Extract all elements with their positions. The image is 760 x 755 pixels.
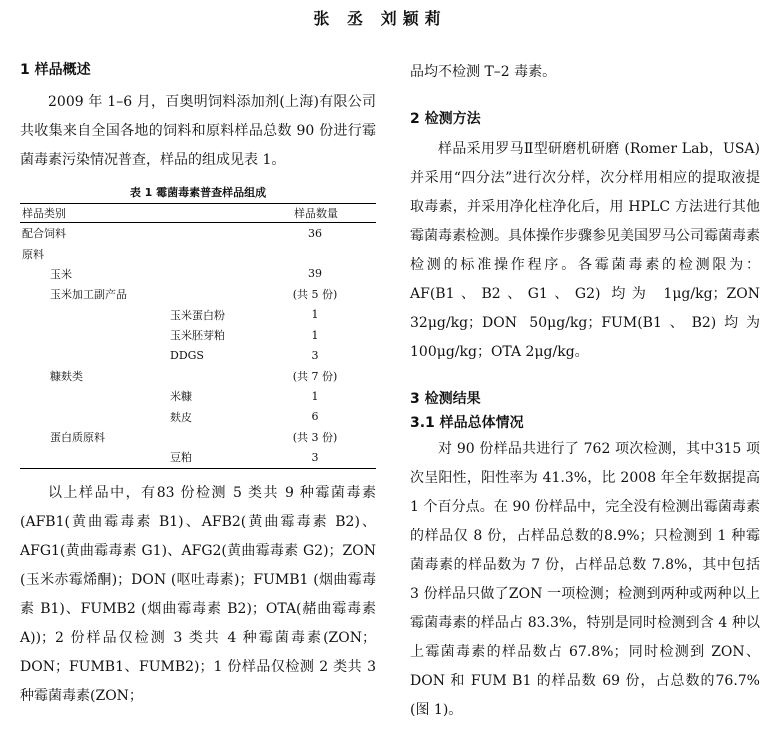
row-count: 36: [308, 226, 322, 240]
table-row: [20, 284, 376, 304]
row-name: 糠麸类: [50, 369, 83, 383]
row-count: 1: [311, 328, 319, 342]
row-name: 玉米胚芽粕: [170, 329, 225, 343]
section-2-heading: 2 检测方法: [410, 111, 481, 127]
table-row: [20, 305, 376, 325]
table-row: [20, 325, 376, 345]
continued-paragraph: 品均不检测 T–2 毒素。: [410, 64, 557, 80]
row-count: (共 7 份): [292, 369, 338, 383]
table-row: [20, 427, 376, 447]
table-row: [20, 407, 376, 427]
row-name: 原料: [22, 247, 44, 261]
row-name: 米糠: [170, 390, 192, 404]
section-1-heading: 1 样品概述: [20, 62, 91, 78]
column-header-category: 样品类别: [20, 204, 254, 223]
table-row: [20, 264, 376, 284]
row-name: 配合饲料: [22, 227, 66, 241]
table-header-row: [20, 204, 376, 223]
authors: 张 丞 刘颖莉: [313, 9, 447, 28]
section-1-paragraph: 2009 年 1–6 月，百奥明饲料添加剂(上海)有限公司共收集来自全国各地的饲料和原料样品总数 90 份进行霉菌毒素污染情况普查，样品的组成见表 1。: [20, 94, 376, 168]
sample-composition-table: [20, 203, 376, 469]
table-row: [20, 386, 376, 406]
row-name: 玉米: [50, 267, 72, 281]
table-row: [20, 223, 376, 244]
table-row: [20, 366, 376, 386]
row-count: 1: [311, 389, 319, 403]
after-table-paragraph: 以上样品中，有83 份检测 5 类共 9 种霉菌毒素(AFB1(黄曲霉毒素 B1)、AFB2(黄曲霉毒素 B2)、AFG1(黄曲霉毒素 G1)、AFG2(黄曲霉毒素 G2)；ZON (玉米赤霉烯酮)；DON (呕吐毒素)；FUMB1 (烟曲霉毒素 B1)、FUMB2 (烟曲霉毒素 B2)；OTA(赭曲霉毒素 A))；2 份样品仅检测 3 类共 4 种霉菌毒素(ZON；DON；FUMB1、FUMB2)；1 份样品仅检测 2 类共 3 种霉菌毒素(ZON；: [20, 484, 376, 704]
section-2-paragraph: 样品采用罗马Ⅱ型研磨机研磨 (Romer Lab，USA)并采用“四分法”进行次分样，次分样用相应的提取液提取毒素，并采用净化柱净化后，用 HPLC 方法进行其他霉菌毒素检测。具体操作步骤参见美国罗马公司霉菌毒素检测的标准操作程序。各霉菌毒素的检测限为：AF(B1、B2、G1、G2) 均为 1μg/kg；ZON 32μg/kg；DON 50μg/kg；FUM(B1、B2)均为 100μg/kg；OTA 2μg/kg。: [410, 141, 760, 360]
row-count: [254, 243, 376, 263]
row-count: 3: [254, 447, 376, 468]
table-row: [20, 243, 376, 263]
row-count: (共 3 份): [292, 431, 338, 445]
section-3-1-paragraph: 对 90 份样品共进行了 762 项次检测，其中315 项次呈阳性，阳性率为 41.3%，比 2008 年全年数据提高 1 个百分点。在 90 份样品中，完全没有检测出霉菌毒素的样品仅 8 份，占样品总数的8.9%；只检测到 1 种霉菌毒素的样品数为 7 份，占样品总数 7.8%，其中包括 3 份样品只做了ZON 一项检测；检测到两种或两种以上霉菌毒素的样品占 83.3%，特别是同时检测到含 4 种以上霉菌毒素的样品数占 67.8%；同时检测到 ZON、DON 和 FUM B1 的样品数 69 份，占总数的76.7%(图 1)。: [410, 441, 760, 718]
row-name: 麸皮: [170, 410, 192, 424]
row-name: 玉米加工副产品: [50, 288, 127, 302]
row-count: 39: [308, 267, 322, 281]
column-header-count: 样品数量: [254, 204, 376, 223]
row-count: (共 5 份): [292, 288, 338, 302]
left-column: [20, 58, 376, 711]
right-column: [410, 58, 760, 725]
row-count: 3: [311, 349, 319, 363]
row-name: 蛋白质原料: [50, 431, 105, 445]
row-name: 豆粕: [20, 447, 254, 468]
table-1-title: 表 1 霉菌毒素普查样品组成: [129, 186, 267, 199]
table-row: [20, 447, 376, 468]
row-name: DDGS: [170, 349, 204, 363]
row-name: 玉米蛋白粉: [170, 308, 225, 322]
table-row: [20, 345, 376, 365]
section-3-heading: 3 检测结果: [410, 391, 481, 407]
row-count: 1: [311, 308, 319, 322]
section-3-1-heading: 3.1 样品总体情况: [410, 415, 524, 431]
row-count: 6: [311, 410, 319, 424]
